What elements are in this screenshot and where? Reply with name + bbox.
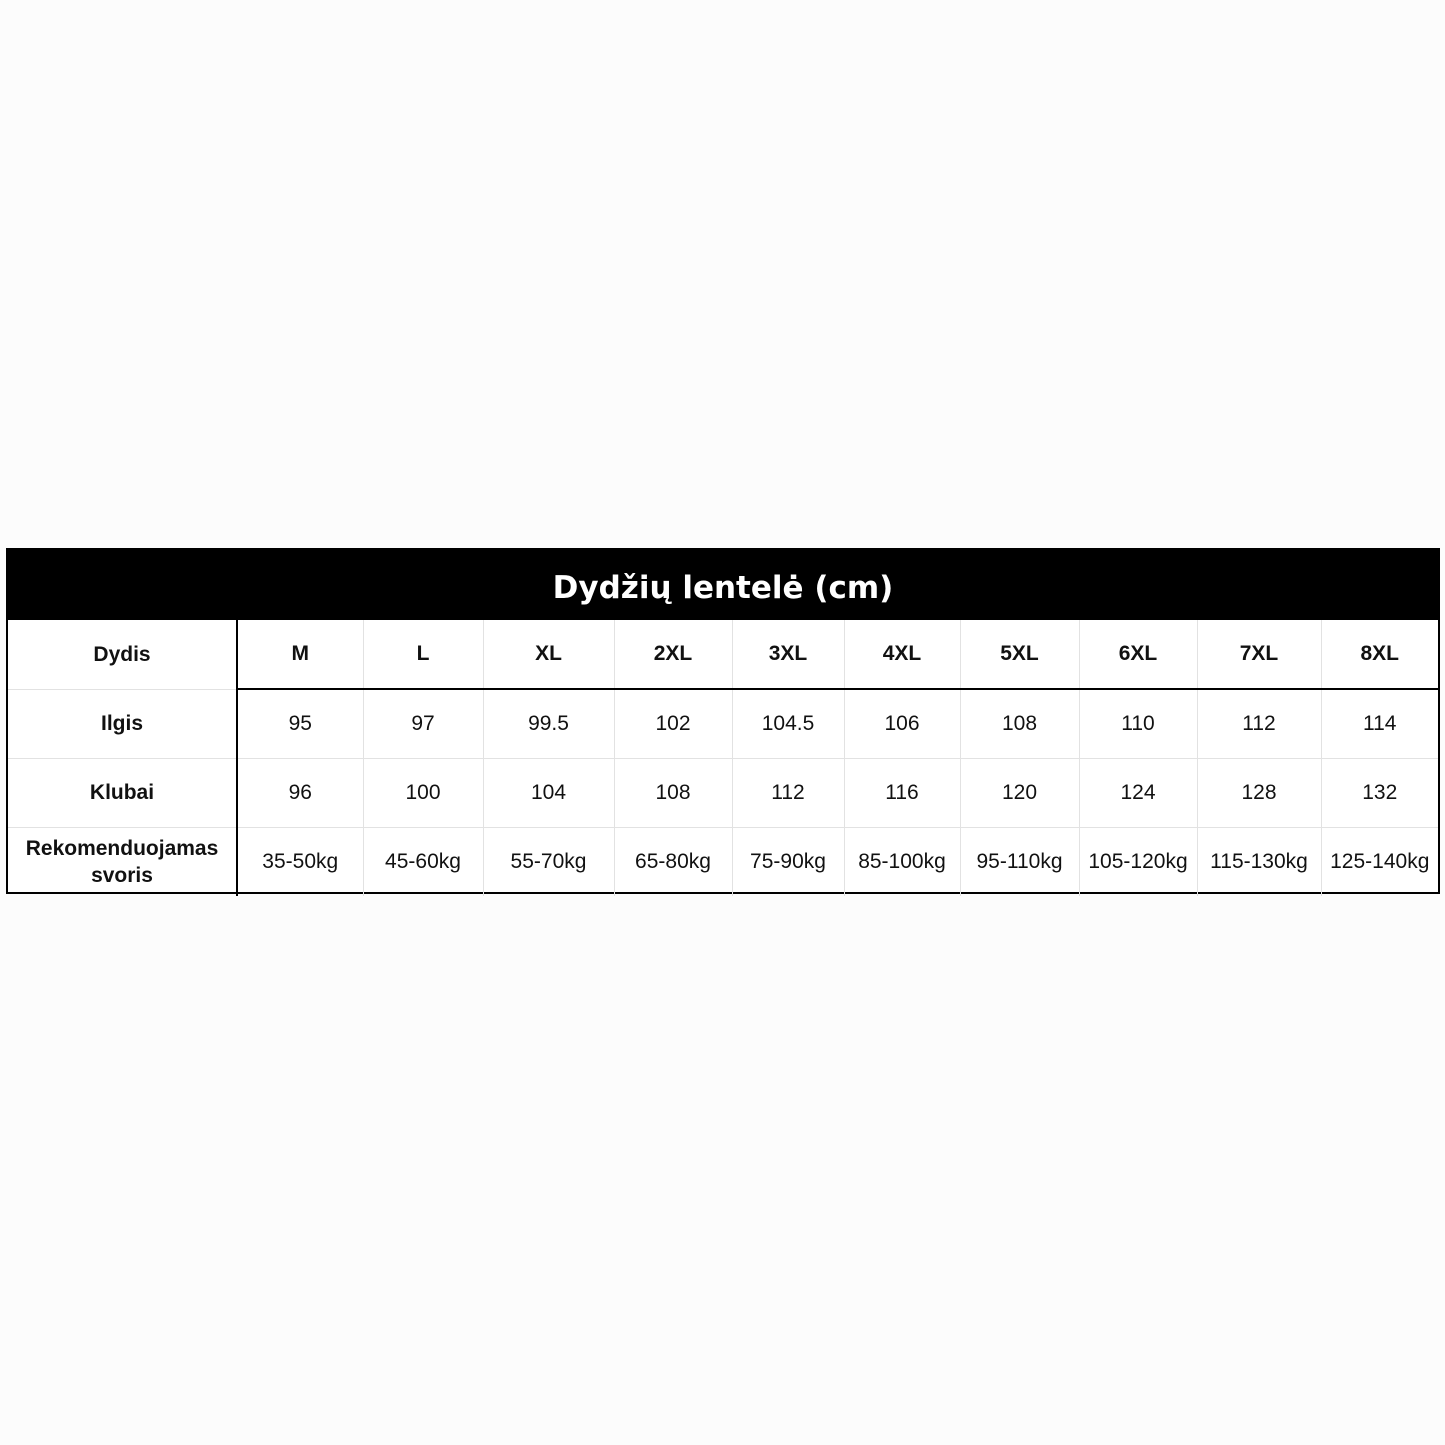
table-row-hips xyxy=(8,759,1438,828)
table-row-weight xyxy=(8,828,1438,897)
table-cell: 120 xyxy=(960,759,1079,828)
table-cell: 108 xyxy=(614,759,732,828)
table-cell: 112 xyxy=(1197,689,1321,759)
table-cell: 115-130kg xyxy=(1197,828,1321,897)
size-header-cell: 6XL xyxy=(1079,620,1197,689)
table-cell: 114 xyxy=(1321,689,1438,759)
table-cell: 45-60kg xyxy=(363,828,483,897)
table-cell: 95-110kg xyxy=(960,828,1079,897)
row-label-weight: Rekomenduojamas svoris xyxy=(8,828,237,897)
table-cell: 96 xyxy=(237,759,363,828)
table-cell: 95 xyxy=(237,689,363,759)
table-cell: 75-90kg xyxy=(732,828,844,897)
size-header-cell: 5XL xyxy=(960,620,1079,689)
table-cell: 105-120kg xyxy=(1079,828,1197,897)
table-cell: 112 xyxy=(732,759,844,828)
table-cell: 128 xyxy=(1197,759,1321,828)
table-row-length xyxy=(8,689,1438,759)
row-label-size: Dydis xyxy=(8,620,237,689)
size-header-cell: 4XL xyxy=(844,620,960,689)
table-cell: 55-70kg xyxy=(483,828,614,897)
row-label-length: Ilgis xyxy=(8,689,237,759)
table-cell: 85-100kg xyxy=(844,828,960,897)
size-header-row xyxy=(8,620,1438,689)
table-cell: 99.5 xyxy=(483,689,614,759)
size-table xyxy=(8,620,1438,896)
row-label-hips: Klubai xyxy=(8,759,237,828)
table-cell: 108 xyxy=(960,689,1079,759)
size-chart xyxy=(6,548,1440,894)
table-cell: 97 xyxy=(363,689,483,759)
table-cell: 35-50kg xyxy=(237,828,363,897)
table-cell: 100 xyxy=(363,759,483,828)
size-header-cell: 2XL xyxy=(614,620,732,689)
size-header-cell: 3XL xyxy=(732,620,844,689)
table-cell: 110 xyxy=(1079,689,1197,759)
table-cell: 132 xyxy=(1321,759,1438,828)
table-cell: 104.5 xyxy=(732,689,844,759)
table-cell: 106 xyxy=(844,689,960,759)
size-header-cell: 7XL xyxy=(1197,620,1321,689)
table-cell: 104 xyxy=(483,759,614,828)
table-cell: 125-140kg xyxy=(1321,828,1438,897)
size-header-cell: 8XL xyxy=(1321,620,1438,689)
table-cell: 124 xyxy=(1079,759,1197,828)
table-cell: 65-80kg xyxy=(614,828,732,897)
table-cell: 116 xyxy=(844,759,960,828)
table-cell: 102 xyxy=(614,689,732,759)
chart-title: Dydžių lentelė (cm) xyxy=(8,550,1438,620)
size-header-cell: L xyxy=(363,620,483,689)
size-header-cell: M xyxy=(237,620,363,689)
size-header-cell: XL xyxy=(483,620,614,689)
